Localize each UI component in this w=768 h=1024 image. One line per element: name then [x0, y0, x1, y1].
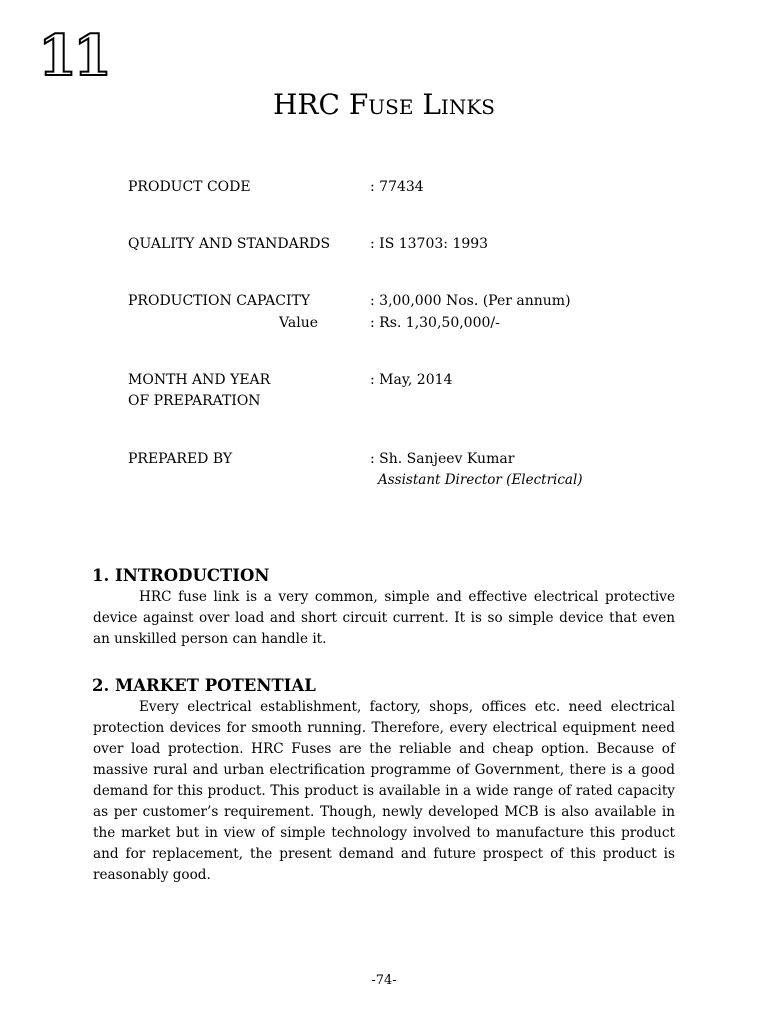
introduction-paragraph: HRC fuse link is a very common, simple and effective electrical protective device against over load and short circuit current. It is so simple device that even an unskilled person can handle it. — [93, 589, 675, 647]
preparer-designation: Assistant Director (Electrical) — [378, 472, 583, 488]
month-year-value: : May, 2014 — [370, 372, 453, 388]
page-number: -74- — [371, 973, 397, 988]
quality-standards-label: QUALITY AND STANDARDS — [128, 236, 331, 252]
introduction-heading: 1. INTRODUCTION — [92, 566, 270, 585]
month-year-label-line1: MONTH AND YEAR — [128, 372, 271, 388]
market-potential-heading: 2. MARKET POTENTIAL — [92, 676, 316, 695]
month-year-label — [128, 370, 358, 412]
prepared-by-value — [370, 449, 670, 491]
quality-standards-value: : IS 13703: 1993 — [370, 236, 489, 252]
product-code-label: PRODUCT CODE — [128, 179, 251, 195]
preparer-name: : Sh. Sanjeev Kumar — [370, 451, 515, 467]
chapter-number: 11 — [38, 23, 108, 89]
page-title: HRC Fuse Links — [273, 88, 495, 121]
value-label: Value — [279, 315, 318, 331]
production-capacity-value: : 3,00,000 Nos. (Per annum) — [370, 293, 571, 309]
product-code-value: : 77434 — [370, 179, 424, 195]
production-capacity-label: PRODUCTION CAPACITY — [128, 293, 311, 309]
prepared-by-label: PREPARED BY — [128, 451, 233, 467]
market-potential-paragraph: Every electrical establishment, factory, shops, offices etc. need electrical protection devices for smooth running. Therefore, every electrical equipment need over load protection. HRC Fuses are the reliable and cheap option. Because of massive rural and urban electrification programme of Government, there is a good demand for this product. This product is available in a wide range of rated capacity as per customer’s requirement. Though, newly developed MCB is also available in the market but in view of simple technology involved to manufacture this product and for replacement, the present demand and future prospect of this product is reasonably good. — [93, 699, 675, 883]
value-value: : Rs. 1,30,50,000/- — [370, 315, 500, 331]
month-year-label-line2: OF PREPARATION — [128, 393, 261, 409]
